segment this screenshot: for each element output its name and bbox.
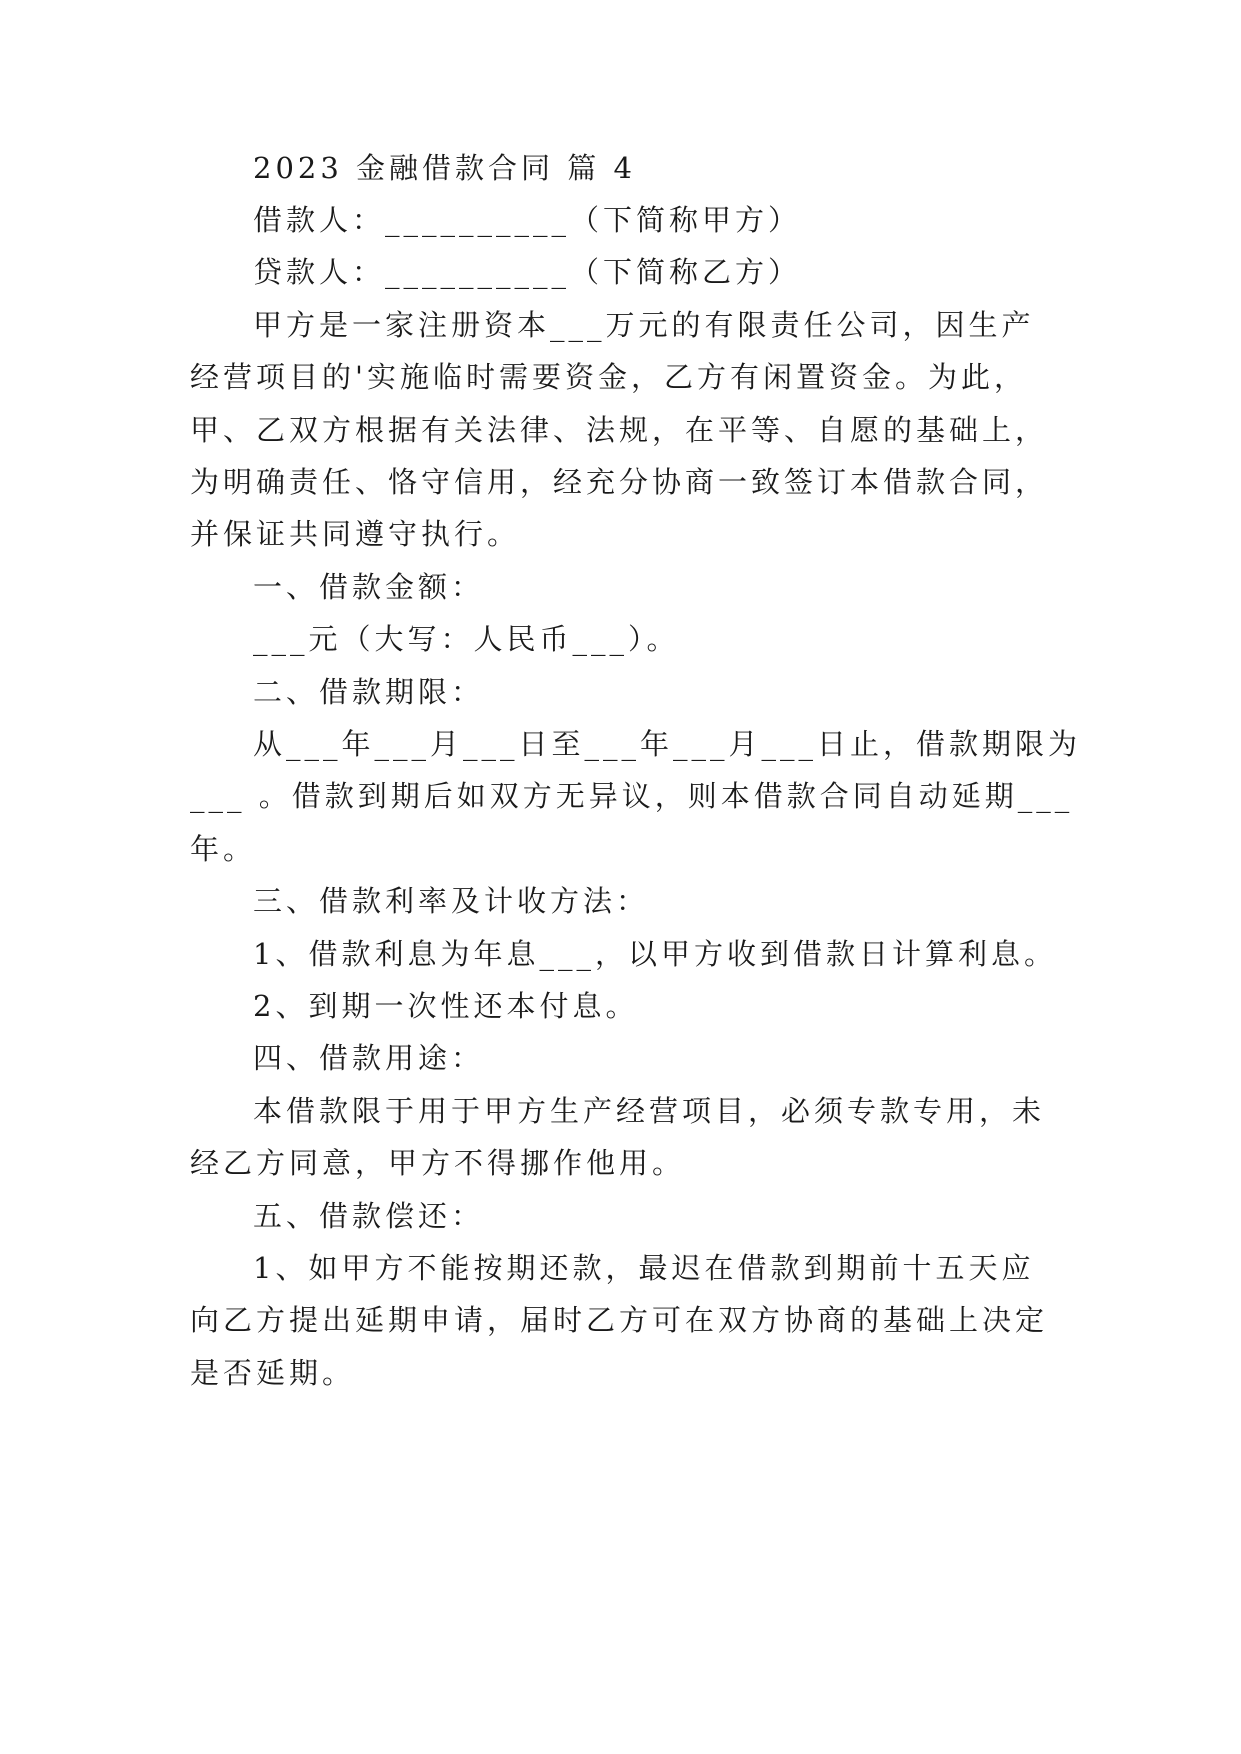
paragraph-line: 为明确责任、恪守信用，经充分协商一致签订本借款合同， [190, 465, 1049, 499]
paragraph-line: 经乙方同意，甲方不得挪作他用。 [190, 1146, 686, 1180]
paragraph-line: 经营项目的'实施临时需要资金，乙方有闲置资金。为此， [190, 360, 1027, 394]
document-title: 2023 金融借款合同 篇 4 [253, 151, 636, 185]
paragraph-line: 向乙方提出延期申请，届时乙方可在双方协商的基础上决定 [190, 1303, 1049, 1337]
borrower-line: 借款人：__________（下简称甲方） [253, 203, 802, 237]
paragraph-line: 本借款限于用于甲方生产经营项目，必须专款专用，未 [253, 1094, 1046, 1128]
paragraph-line: 并保证共同遵守执行。 [190, 517, 521, 551]
paragraph-line: 1、借款利息为年息___，以甲方收到借款日计算利息。 [253, 937, 1057, 971]
paragraph-line: 2、到期一次性还本付息。 [253, 989, 639, 1023]
paragraph-line: 从___年___月___日至___年___月___日止，借款期限为 [253, 727, 1082, 761]
paragraph-line: 年。 [190, 832, 257, 866]
section-heading: 二、借款期限： [253, 675, 485, 709]
section-heading: 五、借款偿还： [253, 1199, 485, 1233]
section-heading: 四、借款用途： [253, 1041, 485, 1075]
section-heading: 三、借款利率及计收方法： [253, 884, 650, 918]
paragraph-line: 甲方是一家注册资本___万元的有限责任公司，因生产 [253, 308, 1035, 342]
lender-line: 贷款人：__________（下简称乙方） [253, 255, 802, 289]
paragraph-line: 甲、乙双方根据有关法律、法规，在平等、自愿的基础上， [190, 413, 1049, 447]
paragraph-line: ___元（大写：人民币___）。 [253, 622, 680, 656]
paragraph-line: 1、如甲方不能按期还款，最迟在借款到期前十五天应 [253, 1251, 1035, 1285]
paragraph-line: ___ 。借款到期后如双方无异议，则本借款合同自动延期___ [190, 779, 1074, 813]
paragraph-line: 是否延期。 [190, 1356, 356, 1390]
section-heading: 一、借款金额： [253, 570, 485, 604]
